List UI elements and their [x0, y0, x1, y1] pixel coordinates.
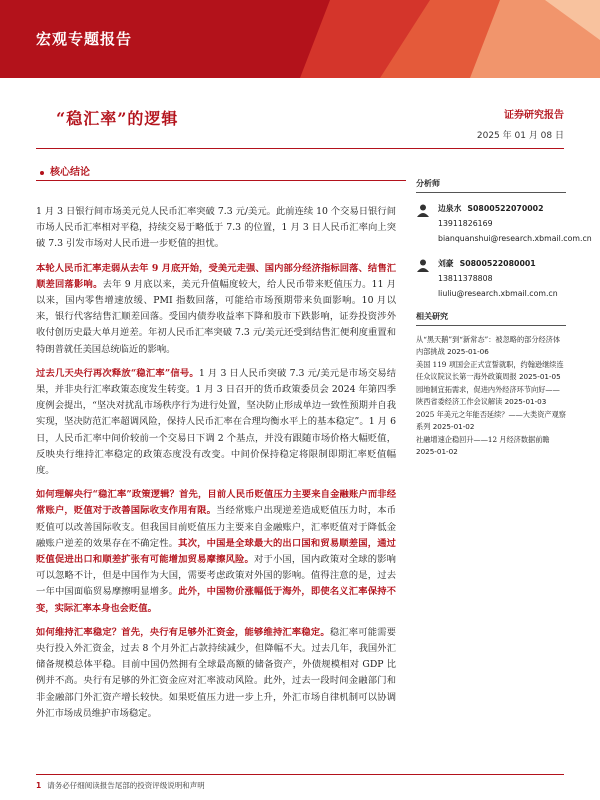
section-heading-text: 核心结论 [50, 167, 90, 178]
related-item[interactable] [416, 384, 566, 407]
header-banner [0, 0, 600, 78]
body-paragraph [36, 487, 396, 617]
body-text: 1 月 3 日人民币突破 7.3 元/美元是市场交易结果，并非央行汇率政策态度发生转变。1 月 3 日召开的货币政策委员会 2024 年第四季度例会提出，“坚决对扰乱市场秩序行为进行处置，坚决防止形成单边一致性预期并自我实现，坚决防范汇率超调风险，保持人民币汇率在合理均衡水平上的基本稳定”。1 月 6 日，人民币汇率中间价较前一个交易日下调 2 个基点，并没有跟随市场价格大幅贬值，反映央行维持汇率稳定的政策态度没有改变。中间价保持稳定将限制即期汇率贬值幅度。 [36, 367, 396, 477]
analyst-phone: 13911826169 [438, 219, 493, 228]
sidebar-divider [416, 325, 566, 326]
related-item[interactable] [416, 409, 566, 432]
section-heading [40, 163, 90, 178]
emphasis-text: 其次，中国是全球最大的出口国和贸易顺差国，通过贬值促进出口和顺差扩张有可能增加贸易摩擦风险。 [36, 537, 396, 566]
related-item-date: 2025-01-02 [432, 421, 475, 431]
analyst-email[interactable]: bianquanshui@research.xbmail.com.cn [438, 234, 592, 243]
emphasis-text: 如何理解央行“稳汇率”政策逻辑？首先，目前人民币贬值压力主要来自金融账户而非经常账户，贬值对于改善国际收支作用有限。 [36, 489, 396, 517]
report-type: 证券研究报告 [504, 110, 564, 121]
related-item-title: 园地制宜拓需求，促进内外经济环节向好——陕西省委经济工作会议解读 [416, 385, 560, 406]
footer-divider [36, 774, 564, 775]
related-item-date: 2025-01-05 [518, 371, 561, 381]
related-item-title: 从“黑天鹅”到“新常态”：被忽略的部分经济体内部挑战 [416, 335, 561, 356]
emphasis-text: 本轮人民币汇率走弱从去年 9 月底开始，受美元走强、国内部分经济指标回落、结售汇顺差回落影响。 [36, 262, 396, 290]
analysts-label: 分析师 [416, 179, 440, 188]
analyst-name: 边泉水 [438, 204, 462, 213]
body-text: 去年 9 月底以来，美元升值幅度较大，给人民币带来贬值压力。11 月以来，国内零售增速放缓、PMI 指数回落，可能给市场预期带来负面影响。10 月以来，银行代客结售汇顺差回落。受国内债券收益率下降和股市下跌影响，证券投资涉外收付创历史最大单月逆差。年初人民币汇率突破 7.3 元/美元还受到结售汇便利度重置和特朗普就任美国总统临近的影响。 [36, 278, 396, 355]
report-title: “稳汇率”的逻辑 [56, 109, 179, 128]
related-item-title: 社融增速企稳回升——12 月经济数据前瞻 [416, 435, 550, 444]
emphasis-text: 此外，中国物价涨幅低于海外，即使名义汇率保持不变，实际汇率本身也会贬值。 [36, 586, 396, 614]
title-divider [36, 148, 564, 149]
body-paragraph [36, 366, 396, 479]
related-item[interactable] [416, 359, 566, 382]
related-item-title: 2025 年美元之年能否延续？——大类资产观察系列 [416, 410, 566, 431]
section-divider [36, 180, 406, 181]
body-text: 对于小国，国内政策对全球的影响可以忽略不计，但是中国作为大国，需要考虑政策对外国的影响。值得注意的是，过去一年中国面临贸易摩擦明显增多。 [36, 554, 396, 598]
analyst-card [416, 256, 566, 301]
analyst-name: 刘豪 [438, 259, 454, 268]
analyst-cert: S0800522080001 [459, 259, 536, 268]
body-paragraph [36, 261, 396, 358]
body-text: 稳汇率可能需要央行投入外汇资金，过去 8 个月外汇占款持续减少，但降幅不大。过去几年，我国外汇储备规模总体平稳。目前中国仍然拥有全球最高额的储备资产，外债规模相对 GDP 比例并不高。央行有足够的外汇资金应对汇率波动风险。此外，过去一段时间金融部门和非金融部门外汇资产增长较快。如果贬值压力进一步上升，外汇市场自律机制可以协调外汇市场成员维护市场稳定。 [36, 626, 396, 719]
analyst-email[interactable]: liuliu@research.xbmail.com.cn [438, 289, 558, 298]
related-item[interactable] [416, 334, 566, 357]
body-paragraph [36, 625, 396, 722]
related-list [416, 334, 566, 457]
main-body [36, 204, 396, 730]
footer-disclaimer: 请务必仔细阅读报告尾部的投资评级说明和声明 [47, 781, 205, 790]
sidebar [416, 178, 592, 459]
sidebar-divider [416, 192, 566, 193]
emphasis-text: 如何维持汇率稳定？首先，央行有足够外汇资金，能够维持汇率稳定。 [36, 626, 330, 638]
footer [36, 780, 205, 791]
related-item-date: 2025-01-06 [447, 346, 489, 356]
related-item-date: 2025-01-02 [416, 446, 458, 456]
related-item-date: 2025-01-03 [504, 396, 547, 406]
banner-title: 宏观专题报告 [36, 30, 133, 48]
body-text: 当经常账户出现逆差造成贬值压力时，本币贬值可以改善国际收支。但我国目前贬值压力主要来自金融账户，汇率贬值对于降低金融账户逆差的效果存在不确定性。 [36, 505, 396, 549]
person-icon [416, 203, 430, 217]
related-item[interactable] [416, 434, 566, 457]
related-label: 相关研究 [416, 312, 448, 321]
body-text: 1 月 3 日银行间市场美元兑人民币汇率突破 7.3 元/美元。此前连续 10 个交易日银行间市场人民币汇率相对平稳，持续交易于略低于 7.3 的位置，1 月 3 日人民币汇率向上突破 7.3 引发市场对人民币进一步贬值的担忧。 [36, 206, 396, 250]
related-item-title: 美国 119 项国会正式宣誓就职，约翰逊继续连任众议院议长第一海外政策周报 [416, 360, 564, 381]
emphasis-text: 过去几天央行再次释放“稳汇率”信号。 [36, 367, 199, 379]
bullet-icon [40, 171, 44, 175]
person-icon [416, 258, 430, 272]
analyst-phone: 13811378808 [438, 274, 493, 283]
report-date: 2025 年 01 月 08 日 [476, 131, 564, 141]
body-paragraph [36, 204, 396, 253]
analyst-card [416, 201, 592, 246]
page-number: 1 [36, 781, 42, 790]
analyst-cert: S0800522070002 [467, 204, 544, 213]
